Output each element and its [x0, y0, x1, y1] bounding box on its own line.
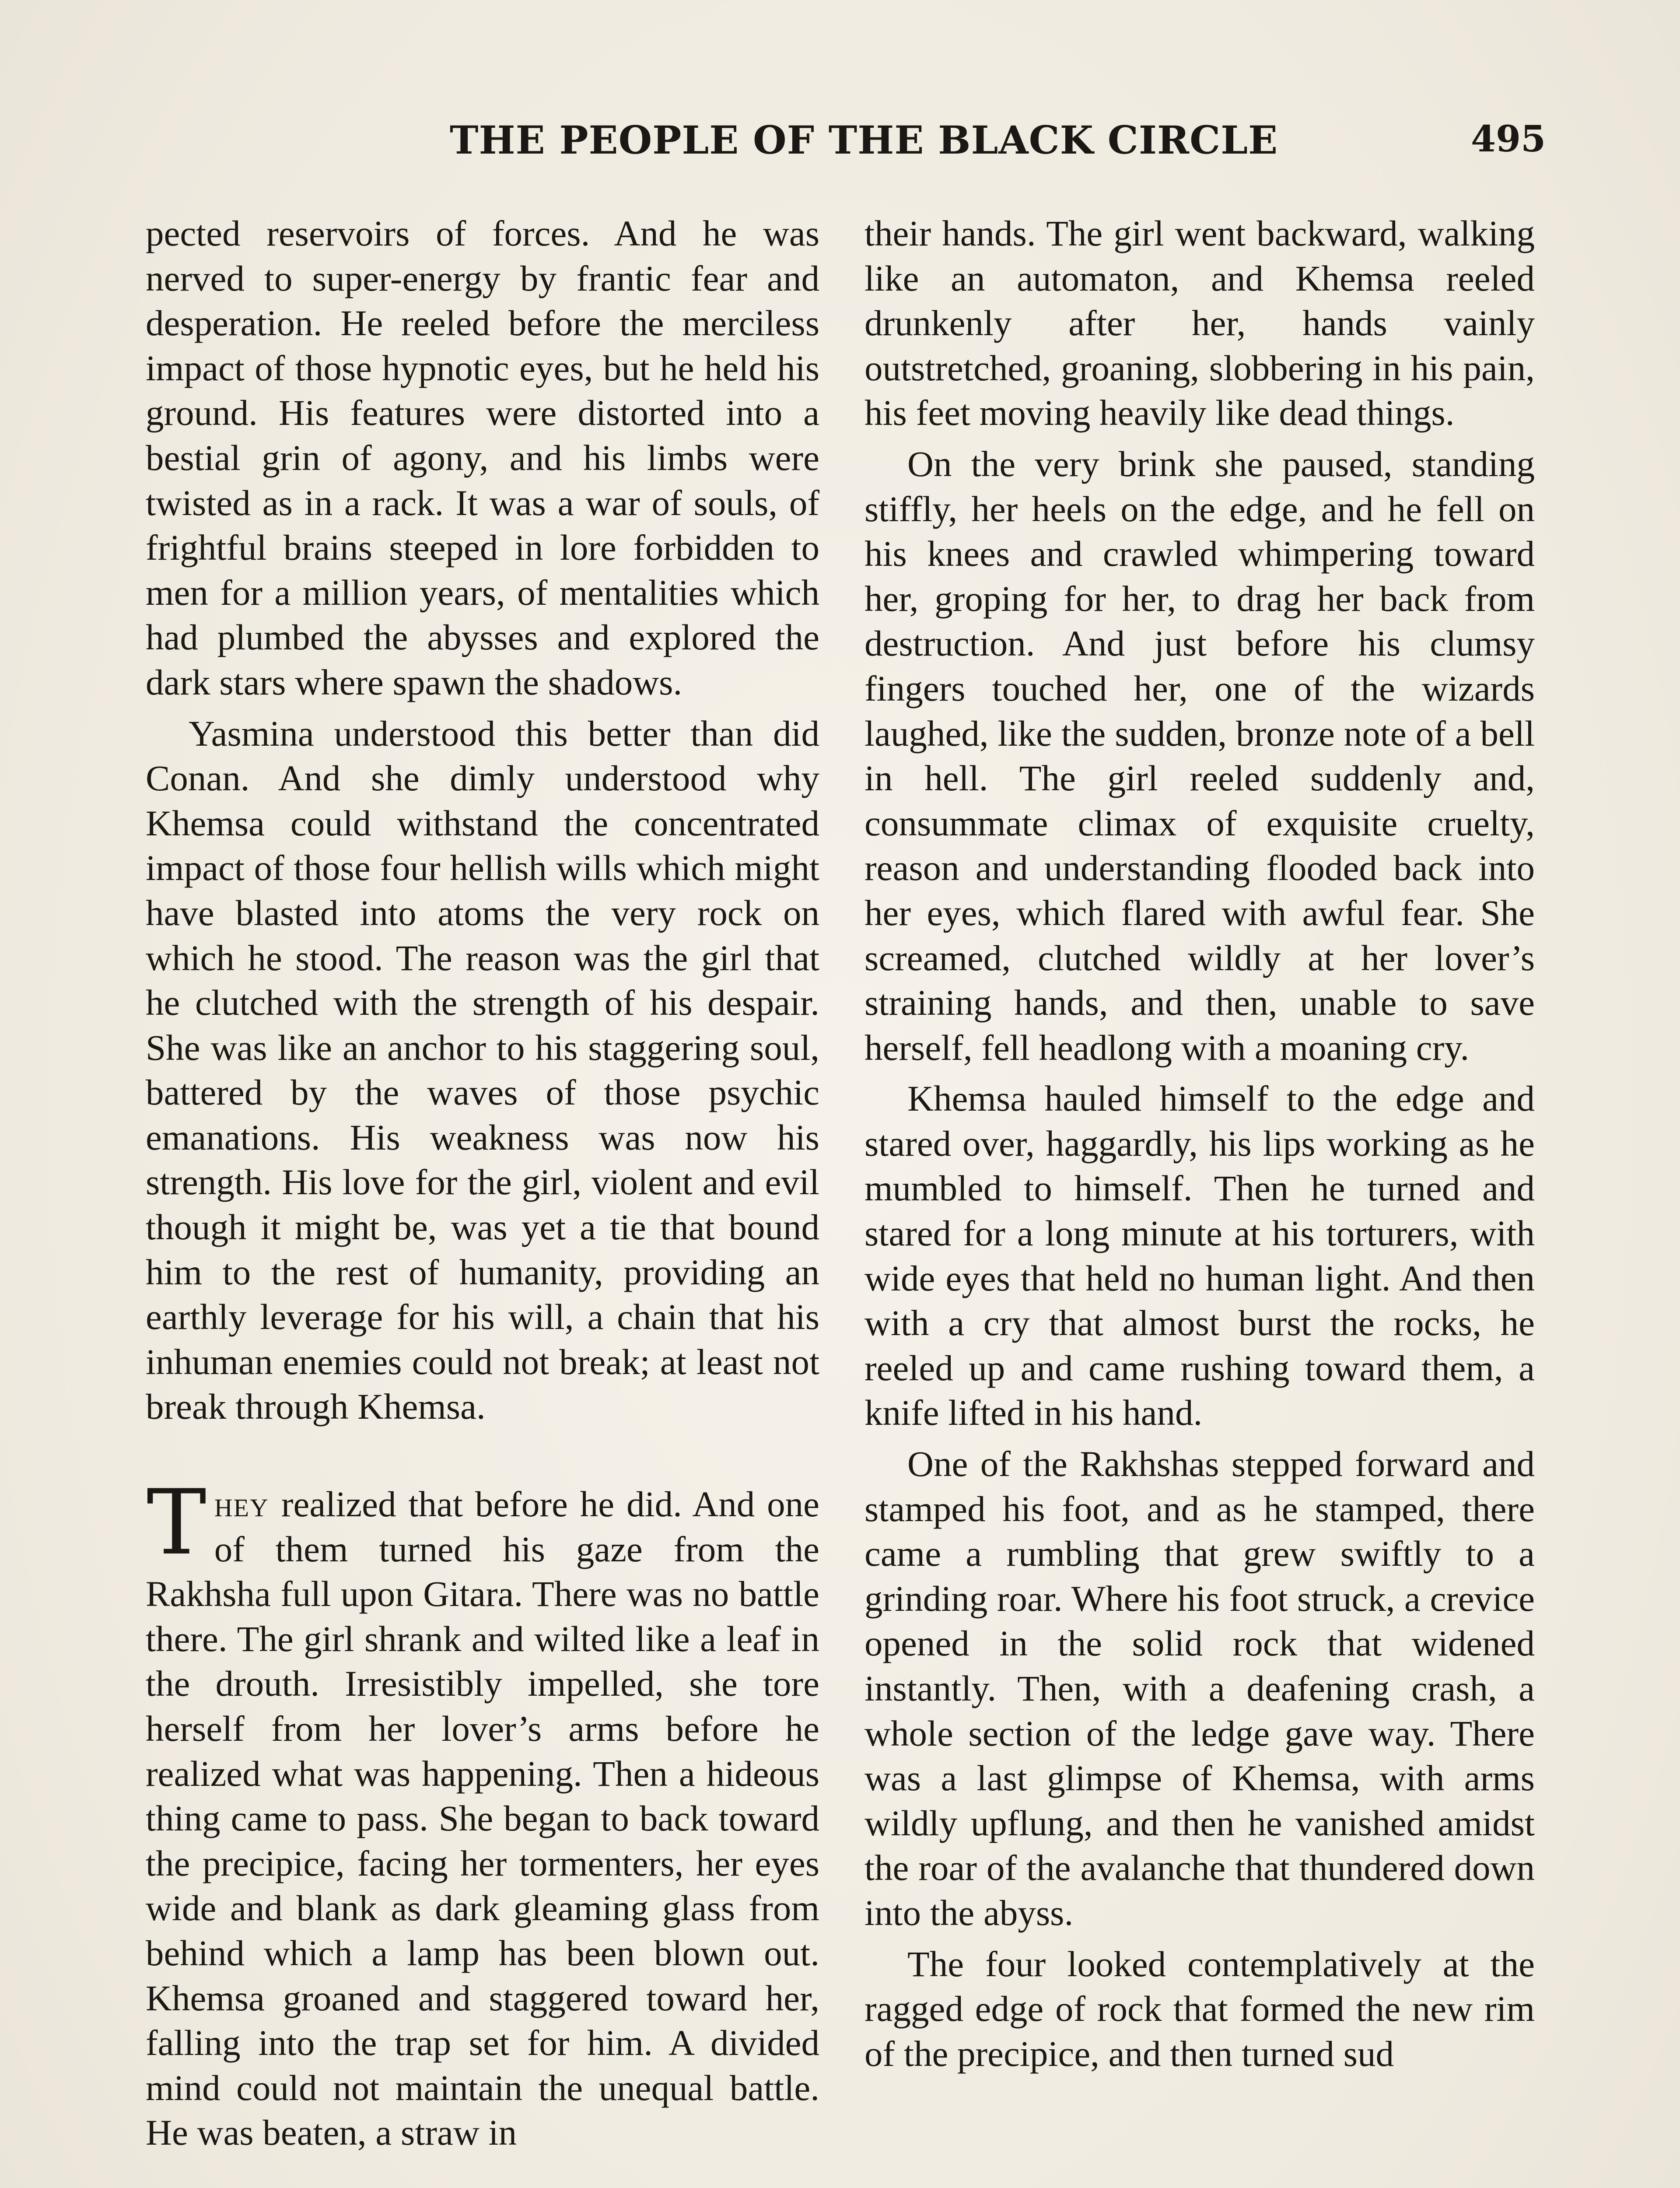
paragraph: Khemsa hauled himself to the edge and stared over, haggardly, his lips working as he mumbled to himself. Then he turned and stared for a long minute at his torturers, with wide eyes that held no human light. And then with a cry that almost burst the rocks, he reeled up and came rushing toward them, a knife lifted in his hand. [864, 1078, 1535, 1433]
running-title: THE PEOPLE OF THE BLACK CIRCLE [450, 117, 1278, 163]
lead-in-small-caps: hey [214, 1484, 269, 1525]
section-opening-paragraph [146, 1471, 819, 2155]
paragraph: The four looked contemplatively at the ragged edge of rock that formed the new rim of the precipice, and then turned sud [864, 1943, 1535, 2074]
page-number: 495 [1471, 118, 1546, 160]
paragraph: Yasmina understood this better than did Conan. And she dimly understood why Khemsa could withstand the concentrated impact of those four hellish wills which might have blasted into atoms the very rock on which he stood. The reason was the girl that he clutched with the strength of his despair. She was like an anchor to his staggering soul, battered by the waves of those psychic emanations. His weakness was now his strength. His love for the girl, violent and evil though it might be, was yet a tie that bound him to the rest of humanity, providing an earthly leverage for his will, a chain that his inhuman enemies could not break; at least not break through Khemsa. [146, 713, 819, 1427]
section-break [146, 1429, 819, 1482]
paragraph: On the very brink she paused, standing stiffly, her heels on the edge, and he fell on his knees and crawled whimpering toward her, groping for her, to drag her back from destruction. And just before his clumsy fingers touched her, one of the wizards laughed, like the sudden, bronze note of a bell in hell. The girl reeled suddenly and, consummate climax of exquisite cruelty, reason and understanding flooded back into her eyes, which flared with awful fear. She screamed, clutched wildly at her lover’s straining hands, and then, unable to save herself, fell headlong with a moaning cry. [864, 443, 1535, 1068]
paragraph-text: realized that before he did. And one of them turned his gaze from the Rakhsha full upon Gitara. There was no battle there. The girl shrank and wilted like a leaf in the drouth. Irresistibly impelled, she tore herself from her lover’s arms before he realized what was happening. Then a hideous thing came to pass. She began to back toward the precipice, facing her tormenters, her eyes wide and blank as dark gleaming glass from behind which a lamp has been blown out. Khemsa groaned and staggered toward her, falling into the trap set for him. A divided mind could not maintain the unequal battle. He was beaten, a straw in [146, 1484, 819, 2153]
left-column [146, 211, 819, 2155]
right-column [864, 211, 1535, 2076]
paragraph: pected reservoirs of forces. And he was nerved to super-energy by frantic fear and desperation. He reeled before the merciless impact of those hypnotic eyes, but he held his ground. His features were distorted into a bestial grin of agony, and his limbs were twisted as in a rack. It was a war of souls, of frightful brains steeped in lore forbidden to men for a million years, of mentalities which had plumbed the abysses and explored the dark stars where spawn the shadows. [146, 213, 819, 702]
paragraph: their hands. The girl went backward, walking like an automaton, and Khemsa reeled drunkenly after her, hands vainly outstretched, groaning, slobbering in his pain, his feet moving heavily like dead things. [864, 213, 1535, 433]
drop-cap: T [147, 1471, 206, 1575]
paragraph: One of the Rakhshas stepped forward and stamped his foot, and as he stamped, there came a rumbling that grew swiftly to a grinding roar. Where his foot struck, a crevice opened in the solid rock that widened instantly. Then, with a deafening crash, a whole section of the ledge gave way. There was a last glimpse of Khemsa, with arms wildly upflung, and then he vanished amidst the roar of the avalanche that thundered down into the abyss. [864, 1444, 1535, 1933]
